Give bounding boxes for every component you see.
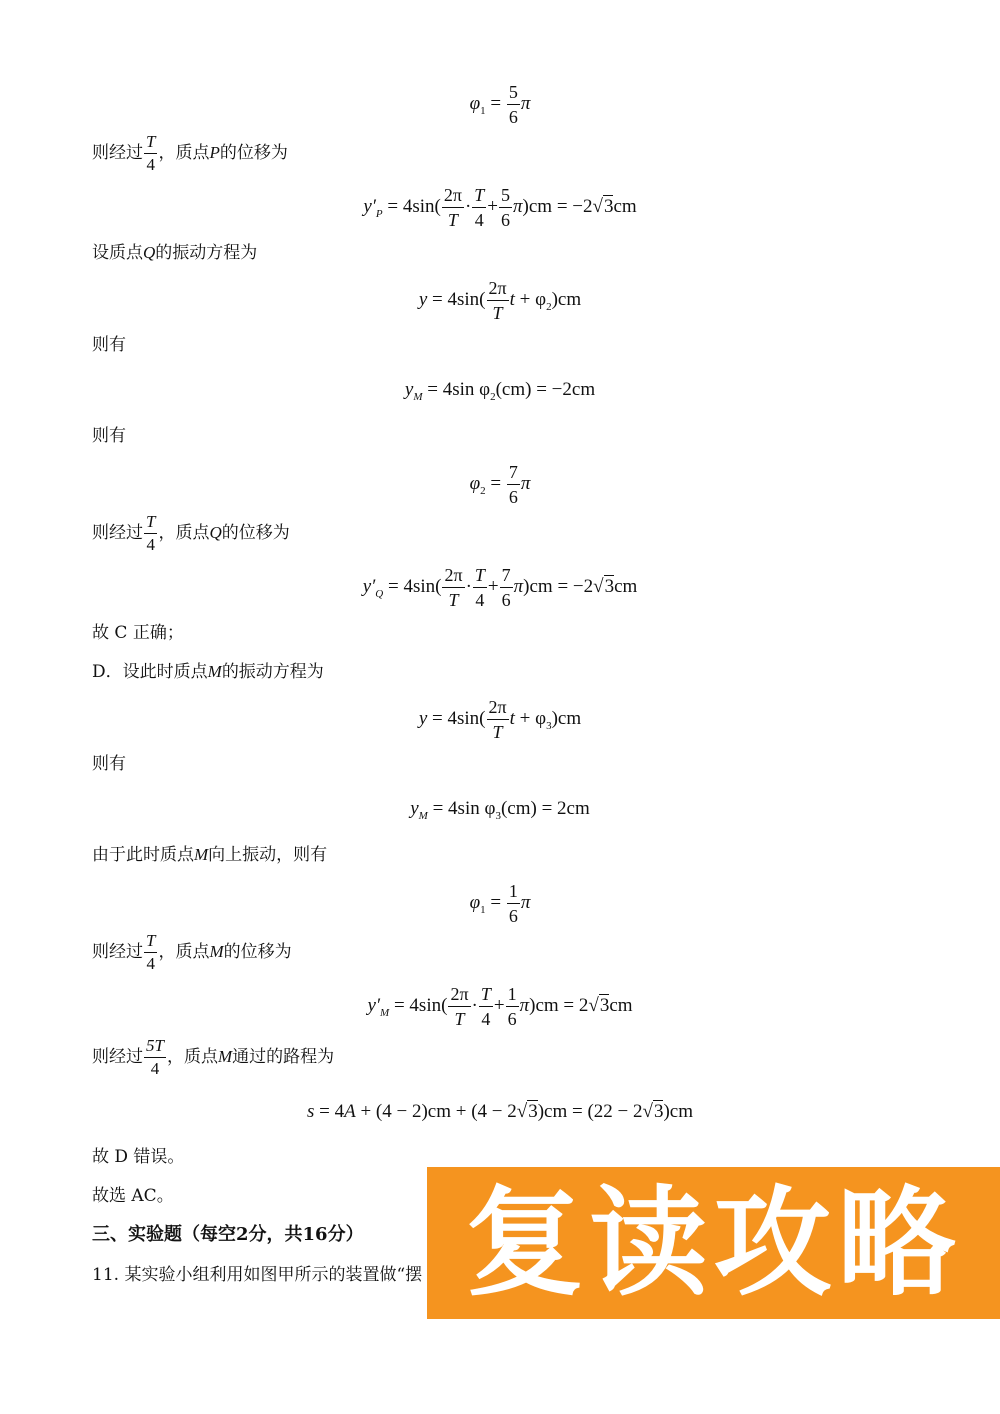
text-after-quarter-period-Q: 则经过 $\frac{T}{4}$ ，质点Q的位移为	[92, 512, 290, 554]
equation-yM-displacement: $y'_M = 4\sin$( $\frac{2\pi}{T}$ · $\frac{T}{4}$ + $\frac{1}{6}$ π)cm = 2√3cm	[367, 984, 633, 1029]
text-after-quarter-period-P: 则经过 $\frac{T}{4}$ ，质点P的位移为	[92, 132, 288, 174]
section-heading-experiment: 三、实验题（每空2分，共16分）	[92, 1224, 364, 1245]
equation-path-length: s = 4A + (4 − 2)cm + (4 − 2√3)cm = (22 − 2√3)cm	[306, 1101, 693, 1122]
text-then-have-3: 则有	[92, 754, 126, 774]
equation-M-vibration: y = 4sin( $\frac{2\pi}{T}$ $t + \varphi_3)cm$	[418, 697, 582, 742]
text-let-Q-equation: 设质点Q的振动方程为	[92, 243, 258, 263]
equation-Q-vibration: y = 4sin( $\frac{2\pi}{T}$ $t + \varphi_2)cm$	[418, 278, 582, 323]
text-after-quarter-period-M: 则经过 $\frac{T}{4}$ ，质点M的位移为	[92, 931, 292, 973]
watermark-banner-text: 复读攻略	[465, 1174, 962, 1312]
question-11: 11. 某实验小组利用如图甲所示的装置做“摆	[92, 1265, 423, 1285]
text-option-d: D．设此时质点M的振动方程为	[92, 662, 324, 682]
text-d-wrong: 故 D 错误。	[92, 1147, 185, 1167]
text-then-have-1: 则有	[92, 335, 126, 355]
equation-phi1-1-6: $\varphi_1$ = $\frac{1}{6}$ π	[469, 881, 531, 926]
equation-phi1-5-6: $\varphi_1$ = $\frac{5}{6}$ π	[469, 82, 531, 127]
watermark-banner	[427, 1167, 1000, 1319]
text-c-correct: 故 C 正确；	[92, 623, 184, 643]
text-after-five-quarter-period: 则经过 $\frac{5T}{4}$ ，质点M通过的路程为	[92, 1036, 335, 1078]
equation-yP-displacement: $y'_P = 4\sin$( $\frac{2\pi}{T}$ · $\frac{T}{4}$ + $\frac{5}{6}$ π)cm = −2√3cm	[363, 185, 637, 230]
equation-yQ-displacement: $y'_Q = 4\sin$( $\frac{2\pi}{T}$ · $\frac{T}{4}$ + $\frac{7}{6}$ π)cm = −2√3cm	[362, 565, 638, 610]
text-since-M-up: 由于此时质点M向上振动，则有	[92, 845, 328, 865]
equation-phi2-7-6: $\varphi_2$ = $\frac{7}{6}$ π	[469, 462, 531, 507]
equation-yM-phi2: $y_M = 4\sin$ $\varphi_2(cm) = -2cm$	[404, 379, 596, 403]
equation-yM-phi3: $y_M = 4\sin$ $\varphi_3(cm) = 2cm$	[410, 798, 590, 822]
text-then-have-2: 则有	[92, 426, 126, 446]
text-choose-ac: 故选 AC。	[92, 1186, 174, 1206]
